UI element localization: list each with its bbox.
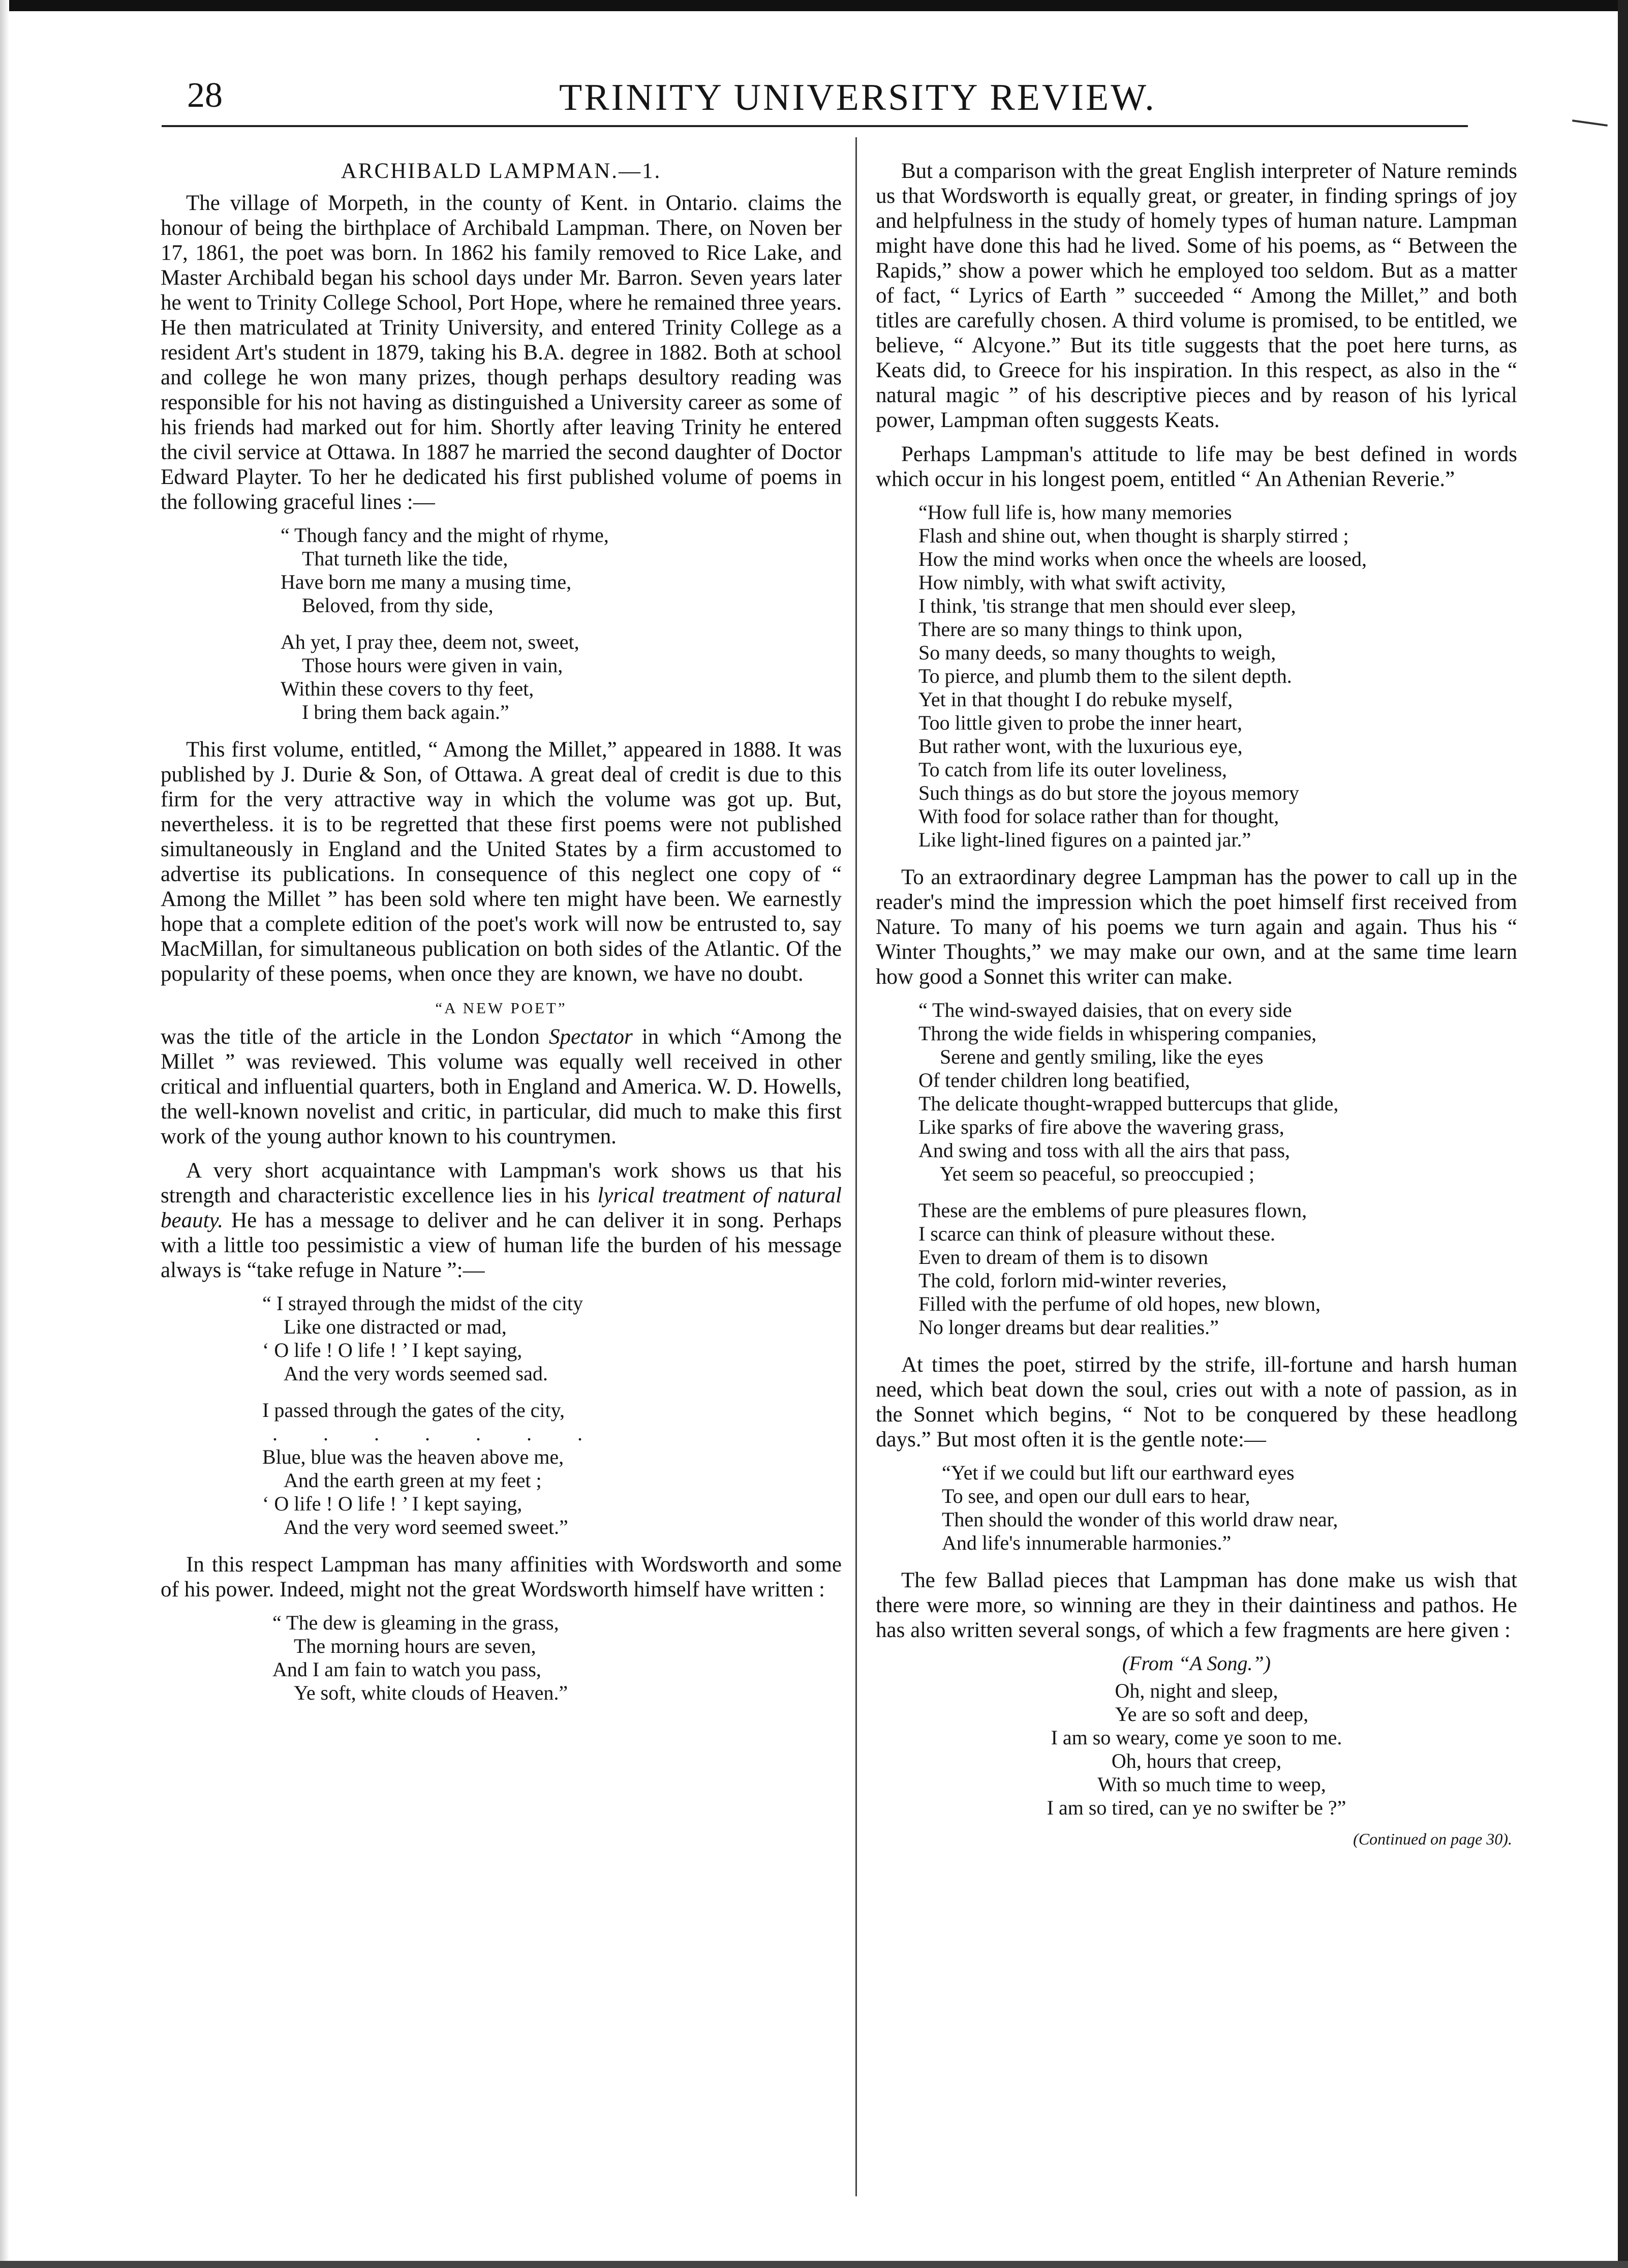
poem-line: The delicate thought-wrapped buttercups that glide,	[918, 1092, 1339, 1115]
poem-line: “ I strayed through the midst of the city	[262, 1292, 583, 1315]
poem-line: Like one distracted or mad,	[284, 1315, 507, 1338]
song-line: With so much time to weep,	[1097, 1773, 1326, 1796]
paragraph: In this respect Lampman has many affinities with Wordsworth and some of his power. Indeed, might not the great Wordsworth himself have written :	[161, 1553, 842, 1601]
poem-line: Ah yet, I pray thee, deem not, sweet,	[281, 630, 579, 653]
song-line: I am so weary, come ye soon to me.	[1051, 1726, 1342, 1749]
paragraph: But a comparison with the great English interpreter of Nature reminds us that Wordsworth is equally great, or greater, in finding springs of joy and helpfulness in the study of homely types of human nature. Lampman might have done this had he lived. Some of his poems, as “ Between the Rapids,” show a power which he employed too seldom. But as a matter of fact, “ Lyrics of Earth ” succeeded “ Among the Millet,” and both titles are carefully chosen. A third volume is promised, to be entitled, we believe, “ Alcyone.” But its title suggests that the poet here turns, as Keats did, to Greece for his inspiration. In this respect, as also in the “ natural magic ” of his descriptive pieces and by reason of his lyrical power, Lampman often suggests Keats.	[876, 159, 1517, 432]
poem-line: Such things as do but store the joyous memory	[918, 781, 1299, 804]
poem-line: I scarce can think of pleasure without these.	[918, 1222, 1275, 1245]
journal-title: TRINITY UNIVERSITY REVIEW.	[559, 77, 1156, 118]
poem-line: “ The dew is gleaming in the grass,	[272, 1611, 559, 1634]
article-title: ARCHIBALD LAMPMAN.—1.	[341, 159, 662, 183]
right-column	[876, 159, 1517, 1852]
poem-line: No longer dreams but dear realities.”	[918, 1316, 1219, 1339]
poem-line: Like light-lined figures on a painted jar.”	[918, 828, 1251, 851]
page-top-edge	[0, 0, 1628, 11]
paragraph: At times the poet, stirred by the strife, ill-fortune and harsh human need, which beat down the soul, cries out with a note of passion, as in the Sonnet which begins, “ Not to be conquered by these headlong days.” But most often it is the gentle note:—	[876, 1353, 1517, 1451]
poem-line: The cold, forlorn mid-winter reveries,	[918, 1269, 1227, 1292]
poem-line: “Yet if we could but lift our earthward eyes	[942, 1461, 1295, 1484]
poem-line: How nimbly, with what swift activity,	[918, 571, 1226, 594]
page-number: 28	[187, 76, 223, 115]
page-bottom-edge	[0, 2261, 1628, 2268]
poem-winter-thoughts	[918, 999, 1517, 1339]
song-title: (From “A Song.”)	[1122, 1652, 1271, 1675]
poem-line: And the earth green at my feet ;	[284, 1469, 542, 1492]
margin-mark	[1572, 119, 1608, 127]
poem-line: Serene and gently smiling, like the eyes	[940, 1045, 1264, 1068]
poem-line: ‘ O life ! O life ! ’ I kept saying,	[262, 1339, 523, 1362]
poem-line: Then should the wonder of this world draw near,	[942, 1508, 1338, 1531]
poem-line: I think, 'tis strange that men should ever sleep,	[918, 594, 1296, 617]
poem-line: “How full life is, how many memories	[918, 501, 1232, 524]
song-line: Oh, night and sleep,	[1115, 1679, 1278, 1702]
poem-earthward-eyes	[942, 1461, 1517, 1555]
poem-line: I bring them back again.”	[302, 701, 509, 723]
poem-line: That turneth like the tide,	[302, 547, 508, 570]
column-divider	[855, 137, 857, 2196]
poem-line: Yet in that thought I do rebuke myself,	[918, 688, 1233, 711]
poem-line: To see, and open our dull ears to hear,	[942, 1485, 1250, 1507]
poem-city	[262, 1292, 842, 1539]
paragraph: Perhaps Lampman's attitude to life may be best defined in words which occur in his longest poem, entitled “ An Athenian Reverie.”	[876, 442, 1517, 491]
poem-line: Of tender children long beatified,	[918, 1069, 1190, 1092]
poem-line: So many deeds, so many thoughts to weigh,	[918, 641, 1276, 664]
poem-line: And life's innumerable harmonies.”	[942, 1531, 1232, 1554]
paragraph: was the title of the article in the London Spectator in which “Among the Millet ” was reviewed. This volume was equally well received in other critical and influential quarters, both in England and America. W. D. Howells, the well-known novelist and critic, in particular, did much to make this first work of the young author known to his countrymen.	[161, 1025, 842, 1148]
song-line: I am so tired, can ye no swifter be ?”	[1047, 1796, 1346, 1819]
paragraph: A very short acquaintance with Lampman's work shows us that his strength and characteristic excellence lies in his lyrical treatment of natural beauty. He has a message to deliver and he can deliver it in song. Perhaps with a little too pessimistic a view of human life the burden of his message always is “take refuge in Nature ”:—	[161, 1159, 842, 1282]
poem-line: Have born me many a musing time,	[281, 570, 572, 593]
poem-line: Yet seem so peaceful, so preoccupied ;	[940, 1162, 1255, 1185]
poem-line: Flash and shine out, when thought is sharply stirred ;	[918, 524, 1349, 547]
song-line: Oh, hours that creep,	[1111, 1749, 1282, 1772]
poem-line: And the very words seemed sad.	[284, 1362, 548, 1385]
poem-line: To pierce, and plumb them to the silent depth.	[918, 664, 1292, 687]
ellipsis-dots: . . . . . . .	[272, 1422, 603, 1445]
poem-line: To catch from life its outer loveliness,	[918, 758, 1227, 781]
poem-line: Those hours were given in vain,	[302, 654, 563, 677]
poem-line: Even to dream of them is to disown	[918, 1246, 1208, 1268]
poem-line: Throng the wide fields in whispering companies,	[918, 1022, 1317, 1045]
poem-line: Within these covers to thy feet,	[281, 677, 534, 700]
poem-line: Too little given to probe the inner heart,	[918, 711, 1243, 734]
poem-line: But rather wont, with the luxurious eye,	[918, 735, 1243, 758]
poem-line: And swing and toss with all the airs that pass,	[918, 1139, 1291, 1162]
continuation-note: (Continued on page 30).	[1353, 1830, 1512, 1848]
poem-line: Blue, blue was the heaven above me,	[262, 1445, 564, 1468]
song-line: Ye are so soft and deep,	[1115, 1703, 1309, 1726]
poem-line: Filled with the perfume of old hopes, new blown,	[918, 1292, 1320, 1315]
song-excerpt	[876, 1652, 1517, 1820]
paragraph: This first volume, entitled, “ Among the Millet,” appeared in 1888. It was published by J. Durie & Son, of Ottawa. A great deal of credit is due to this firm for the very attractive way in which the volume was got up. But, nevertheless. it is to be regretted that these first poems were not published simultaneously in England and the United States by a firm accustomed to advertise its publications. In consequence of this neglect one copy of “ Among the Millet ” has been sold where ten might have been. We earnestly hope that a complete edition of the poet's work will now be entrusted to, say MacMillan, for simultaneous publication on both sides of the Atlantic. Of the popularity of these poems, when once they are known, we have no doubt.	[161, 738, 842, 986]
page-left-shadow	[0, 0, 9, 2268]
poem-line: I passed through the gates of the city,	[262, 1399, 565, 1422]
poem-line: These are the emblems of pure pleasures flown,	[918, 1199, 1307, 1222]
poem-line: How the mind works when once the wheels are loosed,	[918, 548, 1367, 570]
poem-line: Like sparks of fire above the wavering grass,	[918, 1115, 1284, 1138]
poem-athenian-reverie	[918, 501, 1517, 852]
paragraph: The village of Morpeth, in the county of Kent. in Ontario. claims the honour of being the birthplace of Archibald Lampman. There, on Noven ber 17, 1861, the poet was born. In 1862 his family removed to Rice Lake, and Master Archibald began his school days under Mr. Barron. Seven years later he went to Trinity College School, Port Hope, where he remained three years. He then matriculated at Trinity University, and entered Trinity College as a resident Art's student in 1879, taking his B.A. degree in 1882. Both at school and college he won many prizes, though perhaps desultory reading was responsible for his not having as distinguished a University career as some of his friends had marked out for him. Shortly after leaving Trinity he entered the civil service at Ottawa. In 1887 he married the second daughter of Doctor Edward Playter. To her he dedicated his first published volume of poems in the following graceful lines :—	[161, 191, 842, 514]
poem-dedication	[281, 524, 842, 724]
poem-line: “ The wind-swayed daisies, that on every side	[918, 999, 1292, 1021]
poem-line: ‘ O life ! O life ! ’ I kept saying,	[262, 1492, 523, 1515]
page-right-edge	[1618, 0, 1628, 2268]
poem-dew	[272, 1611, 842, 1705]
section-subhead: “A NEW POET”	[435, 999, 567, 1017]
paragraph: The few Ballad pieces that Lampman has done make us wish that there were more, so winning are they in their daintiness and pathos. He has also written several songs, of which a few fragments are here given :	[876, 1568, 1517, 1642]
poem-line: And I am fain to watch you pass,	[272, 1658, 541, 1681]
poem-line: Ye soft, white clouds of Heaven.”	[294, 1681, 568, 1704]
poem-line: There are so many things to think upon,	[918, 618, 1243, 641]
poem-line: And the very word seemed sweet.”	[284, 1516, 568, 1538]
poem-line: “ Though fancy and the might of rhyme,	[281, 524, 609, 547]
poem-line: The morning hours are seven,	[294, 1635, 536, 1657]
poem-line: With food for solace rather than for thought,	[918, 805, 1279, 828]
left-column	[161, 159, 842, 1718]
paragraph: To an extraordinary degree Lampman has the power to call up in the reader's mind the impression which the poet himself first received from Nature. To many of his poems we turn again and again. Thus his “ Winter Thoughts,” we may make our own, and at the same time learn how good a Sonnet this writer can make.	[876, 865, 1517, 989]
header-rule	[162, 125, 1468, 127]
poem-line: Beloved, from thy side,	[302, 594, 494, 617]
